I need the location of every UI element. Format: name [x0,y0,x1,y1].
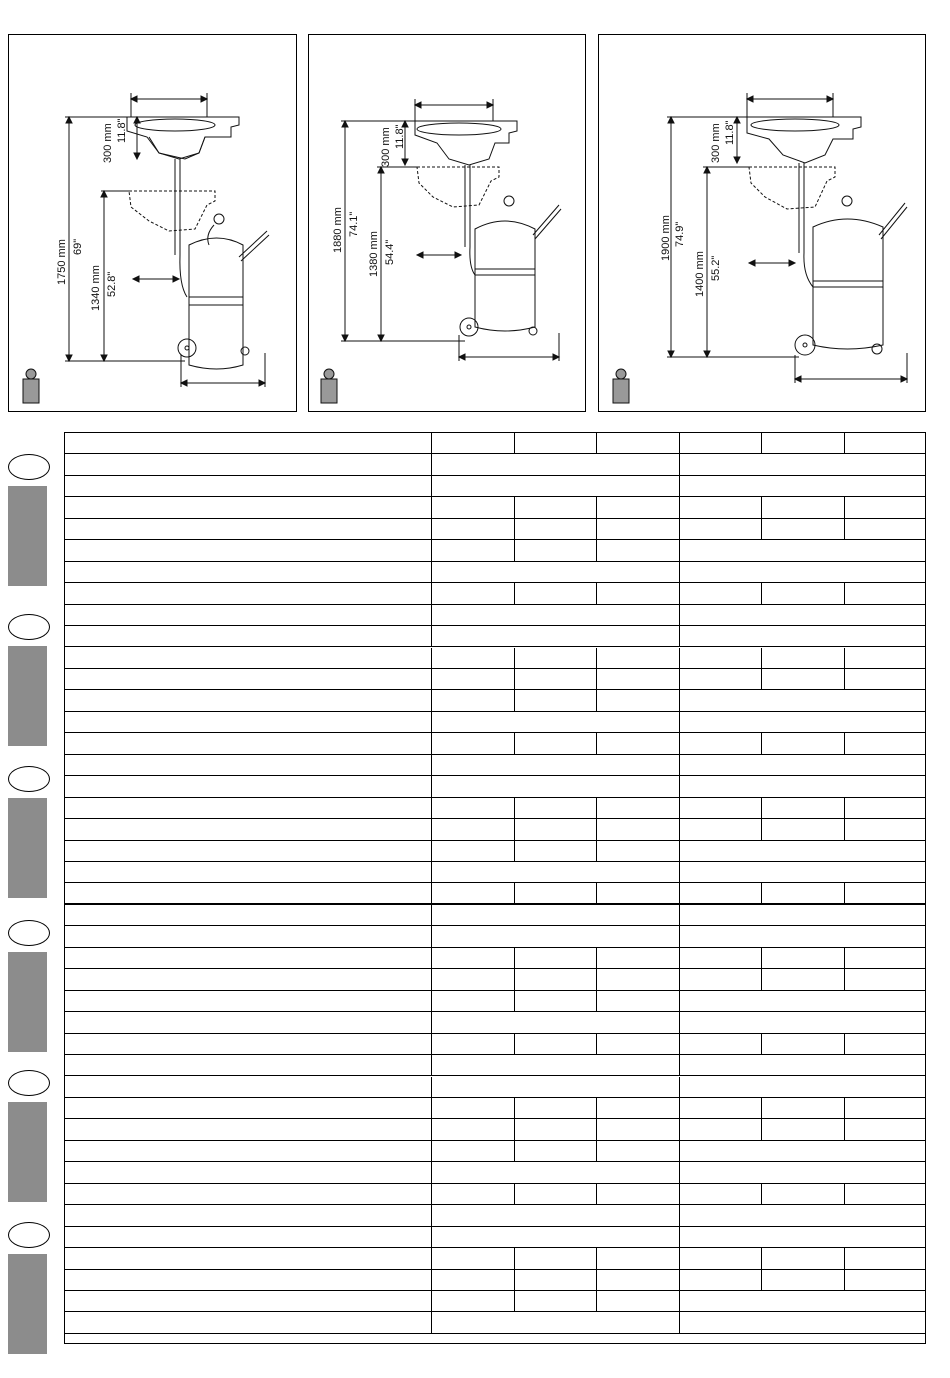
table-cell [514,1291,515,1311]
table-cell [844,433,845,453]
table-cell [679,1012,680,1032]
table-cell [679,690,680,710]
table-cell [844,883,845,902]
table-row [65,991,925,1012]
table-cell [844,969,845,989]
table-cell [431,1012,432,1032]
table-cell [596,583,597,603]
table-row [65,712,925,733]
table-cell [431,776,432,796]
table-row [65,1077,925,1098]
table-cell [844,819,845,839]
diagram-panel-3 [598,34,926,412]
table-cell [431,1055,432,1075]
table-cell [679,798,680,818]
table-row [65,476,925,497]
table-cell [431,519,432,539]
table-cell [844,948,845,968]
total-height-mm: 1750 mm [56,239,68,285]
table-cell [679,1098,680,1118]
table-cell [596,948,597,968]
table-cell [679,1119,680,1139]
table-cell [431,862,432,882]
table-row [65,1248,925,1269]
table-cell [761,1098,762,1118]
table-cell [844,733,845,753]
bowl-height-in: 11.8" [724,120,736,145]
table-cell [431,712,432,732]
table-cell [844,648,845,668]
table-cell [844,583,845,603]
language-flag-oval [8,920,50,946]
table-cell [596,1184,597,1204]
table-cell [514,948,515,968]
total-height-mm: 1900 mm [660,215,672,261]
table-row [65,540,925,561]
table-cell [844,1270,845,1290]
table-row [65,1270,925,1291]
table-row [65,755,925,776]
table-cell [761,819,762,839]
table-row [65,433,925,454]
table-cell [761,733,762,753]
table-cell [514,583,515,603]
table-cell [431,540,432,560]
table-cell [761,1119,762,1139]
table-cell [679,1227,680,1247]
drainer-diagram-3 [599,35,927,413]
low-height-mm: 1380 mm [368,231,380,277]
drainer-diagram-2 [309,35,587,413]
table-cell [679,862,680,882]
table-cell [596,1291,597,1311]
table-cell [596,883,597,902]
table-cell [514,1098,515,1118]
language-flag-oval [8,614,50,640]
table-row [65,905,925,926]
table-row [65,948,925,969]
table-cell [431,669,432,689]
low-height-mm: 1400 mm [694,251,706,297]
table-cell [431,497,432,517]
table-row [65,1034,925,1055]
table-cell [514,819,515,839]
total-height-mm: 1880 mm [332,207,344,253]
table-cell [596,1141,597,1161]
table-cell [596,1098,597,1118]
language-flag-oval [8,1222,50,1248]
language-section-bar [8,486,47,586]
table-cell [679,605,680,625]
table-cell [431,583,432,603]
table-cell [431,841,432,861]
table-row [65,862,925,883]
table-cell [679,841,680,861]
table-cell [514,433,515,453]
table-cell [596,733,597,753]
table-cell [596,841,597,861]
table-cell [431,648,432,668]
table-cell [844,669,845,689]
table-cell [431,733,432,753]
table-cell [596,540,597,560]
table-cell [679,926,680,946]
table-cell [679,883,680,902]
table-cell [761,1184,762,1204]
table-cell [431,948,432,968]
table-cell [596,1034,597,1054]
table-cell [431,476,432,496]
spec-table [64,432,926,1344]
table-cell [596,648,597,668]
table-cell [431,926,432,946]
table-cell [679,905,680,925]
table-cell [596,819,597,839]
table-row [65,1291,925,1312]
total-height-in: 69" [72,238,84,255]
table-cell [844,1184,845,1204]
table-row [65,798,925,819]
table-cell [596,991,597,1011]
table-cell [679,1184,680,1204]
table-cell [679,1312,680,1332]
table-cell [761,1248,762,1268]
table-cell [431,1227,432,1247]
table-row [65,1312,925,1333]
language-flag-oval [8,454,50,480]
table-cell [761,669,762,689]
table-row [65,1227,925,1248]
table-row [65,1141,925,1162]
table-cell [761,583,762,603]
table-cell [431,905,432,925]
table-cell [679,626,680,646]
table-cell [431,1162,432,1182]
table-cell [431,605,432,625]
table-cell [431,626,432,646]
table-cell [679,712,680,732]
table-cell [431,1248,432,1268]
language-flag-oval [8,1070,50,1096]
table-cell [596,1119,597,1139]
total-height-in: 74.9" [674,221,686,247]
table-cell [844,1034,845,1054]
table-cell [844,519,845,539]
table-row [65,605,925,626]
diagram-panel-1 [8,34,297,412]
table-row [65,1119,925,1140]
table-cell [514,519,515,539]
diagram-panel-2 [308,34,586,412]
table-row [65,1205,925,1226]
bowl-height-mm: 300 mm [102,123,114,163]
table-row [65,648,925,669]
total-height-in: 74.1" [348,211,360,237]
table-cell [431,433,432,453]
table-cell [514,497,515,517]
table-cell [761,519,762,539]
table-cell [431,883,432,902]
drainer-diagram-1 [9,35,298,413]
table-cell [514,991,515,1011]
table-cell [514,669,515,689]
table-cell [679,1248,680,1268]
table-cell [761,1270,762,1290]
table-cell [431,1291,432,1311]
table-row [65,583,925,604]
table-cell [679,819,680,839]
language-section-bar [8,798,47,898]
table-cell [761,1034,762,1054]
table-cell [844,497,845,517]
table-cell [679,583,680,603]
table-cell [679,991,680,1011]
table-cell [431,1034,432,1054]
table-cell [679,1141,680,1161]
bowl-height-in: 11.8" [116,118,128,143]
table-row [65,519,925,540]
weight-icon [613,369,629,403]
table-row [65,1184,925,1205]
table-cell [431,562,432,582]
table-cell [431,755,432,775]
bowl-height-in: 11.8" [394,124,406,149]
table-row [65,969,925,990]
table-cell [431,1077,432,1097]
table-cell [514,1119,515,1139]
table-cell [679,948,680,968]
table-cell [514,1184,515,1204]
table-cell [679,476,680,496]
table-cell [514,1248,515,1268]
table-cell [679,1270,680,1290]
weight-icon [23,369,39,403]
table-cell [514,1141,515,1161]
table-cell [514,798,515,818]
table-cell [514,690,515,710]
table-cell [679,969,680,989]
table-cell [431,1184,432,1204]
table-cell [596,1248,597,1268]
table-cell [431,798,432,818]
table-cell [514,1034,515,1054]
table-row [65,1098,925,1119]
bowl-height-mm: 300 mm [710,123,722,163]
table-cell [679,1291,680,1311]
table-cell [844,798,845,818]
table-row [65,1012,925,1033]
table-cell [761,648,762,668]
low-height-in: 52.8" [106,271,118,297]
table-cell [514,969,515,989]
table-cell [679,1055,680,1075]
weight-icon [321,369,337,403]
table-cell [679,776,680,796]
table-row [65,841,925,862]
table-cell [844,1248,845,1268]
table-cell [679,733,680,753]
table-cell [596,519,597,539]
table-cell [679,519,680,539]
table-cell [514,540,515,560]
table-cell [431,1141,432,1161]
table-cell [761,883,762,902]
table-row [65,1162,925,1183]
table-cell [431,819,432,839]
table-cell [596,969,597,989]
table-row [65,926,925,947]
table-cell [761,969,762,989]
language-section-bar [8,952,47,1052]
table-cell [514,883,515,902]
table-row [65,497,925,518]
table-row [65,1055,925,1076]
table-cell [596,669,597,689]
table-cell [679,540,680,560]
table-cell [431,1119,432,1139]
table-row [65,733,925,754]
low-height-in: 55.2" [710,255,722,281]
table-cell [761,433,762,453]
table-cell [514,841,515,861]
table-row [65,690,925,711]
table-cell [679,1077,680,1097]
table-cell [431,454,432,474]
table-cell [596,433,597,453]
language-flag-oval [8,766,50,792]
table-cell [679,562,680,582]
table-cell [761,798,762,818]
table-cell [679,669,680,689]
table-row [65,562,925,583]
table-row [65,626,925,647]
language-section-bar [8,1254,47,1354]
table-cell [679,433,680,453]
table-cell [844,1119,845,1139]
low-height-in: 54.4" [384,239,396,265]
table-cell [596,1270,597,1290]
bowl-height-mm: 300 mm [380,127,392,167]
table-cell [761,948,762,968]
table-cell [679,1205,680,1225]
table-cell [761,497,762,517]
table-cell [679,1162,680,1182]
table-cell [431,969,432,989]
table-row [65,883,925,904]
table-cell [844,1098,845,1118]
language-section-bar [8,646,47,746]
low-height-mm: 1340 mm [90,265,102,311]
table-cell [596,690,597,710]
table-row [65,454,925,475]
table-cell [431,991,432,1011]
table-cell [514,1270,515,1290]
table-cell [679,755,680,775]
table-cell [431,1270,432,1290]
table-row [65,776,925,797]
table-cell [431,1098,432,1118]
table-cell [679,497,680,517]
table-cell [679,1034,680,1054]
language-section-bar [8,1102,47,1202]
table-cell [679,648,680,668]
table-cell [514,648,515,668]
table-cell [431,1312,432,1332]
table-row [65,669,925,690]
table-cell [596,798,597,818]
table-cell [431,690,432,710]
table-cell [514,733,515,753]
table-cell [596,497,597,517]
table-cell [431,1205,432,1225]
table-cell [679,454,680,474]
table-row [65,819,925,840]
